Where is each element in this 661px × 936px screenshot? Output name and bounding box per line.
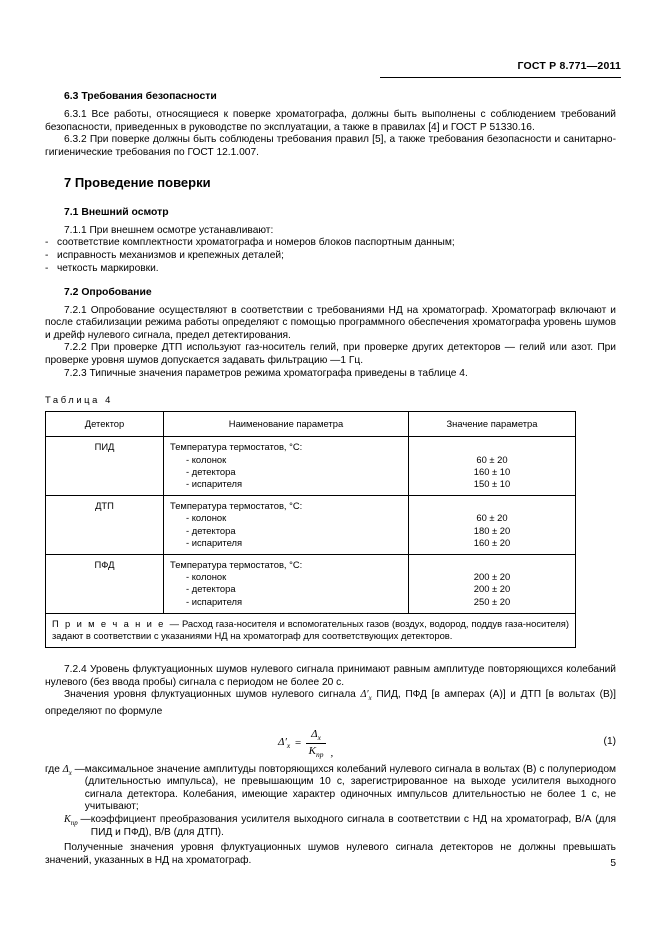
- document-body: [45, 90, 616, 867]
- value-item: 60 ± 20: [476, 453, 508, 465]
- value-item: 160 ± 20: [473, 536, 511, 548]
- dash-bullet: -: [45, 250, 49, 262]
- formula-expression: [278, 728, 333, 759]
- symbol-delta-prime-x: $\Delta'_x$: [360, 689, 372, 703]
- dash-bullet: -: [45, 237, 49, 249]
- intro-text-part2: ПИД, ПФД [в амперах (А)] и ДТП [в вольтах (В)] определяют по формуле: [45, 689, 616, 718]
- table-row: [46, 437, 576, 496]
- where-dash: —: [77, 814, 91, 825]
- symbol-k-pr: $K_{пр}$: [64, 814, 78, 828]
- parameter-sub-item: - испарителя: [186, 477, 243, 489]
- paragraph-7-2-3: 7.2.3 Типичные значения параметров режима хроматографа приведены в таблице 4.: [64, 367, 468, 379]
- note-label: П р и м е ч а н и е: [52, 617, 170, 629]
- parameter-title: Температура термостатов, °C:: [170, 559, 303, 570]
- value-item: 60 ± 20: [476, 512, 508, 524]
- column-header-parameter-name: Наименование параметра: [164, 412, 409, 437]
- value-item: 200 ± 20: [473, 583, 511, 595]
- cell-value: [409, 437, 576, 496]
- paragraph-7-2-4: 7.2.4 Уровень флуктуационных шумов нулевого сигнала принимают равным амплитуде повторяющихся колебаний нулевого (без ввода пробы) сигнала с периодом не более 20 с.: [45, 664, 616, 688]
- cell-parameter: [164, 496, 409, 555]
- cell-value: [409, 555, 576, 614]
- heading-visual-inspection: 7.1 Внешний осмотр: [64, 206, 169, 218]
- where-keyword: где: [45, 763, 63, 775]
- paragraph-7-1-1: 7.1.1 При внешнем осмотре устанавливают:: [64, 224, 274, 236]
- table-caption: Таблица 4: [45, 394, 113, 406]
- formula-number: (1): [603, 735, 616, 747]
- table-note: [46, 613, 576, 647]
- heading-testing: 7.2 Опробование: [64, 286, 152, 298]
- parameter-title: Температура термостатов, °C:: [170, 441, 303, 453]
- parameter-sub-item: - детектора: [186, 465, 236, 477]
- header-rule: [380, 77, 621, 78]
- formula-fraction: [306, 728, 327, 759]
- heading-safety: 6.3 Требования безопасности: [64, 91, 217, 102]
- parameter-sub-item: - колонок: [186, 571, 227, 583]
- where-definition-delta: максимальное значение амплитуды повторяющихся колебаний нулевого сигнала в вольтах (В) с полупериодом (длительностью импульса), не превышающим 10 с, зарегистрированное на выходе усилителя выходного сигнала детектора. Колебания, имеющие характер одиночных импульсов длительностью не более 1 с, не учитывают;: [84, 763, 616, 813]
- list-item-label: исправность механизмов и крепежных деталей;: [57, 250, 284, 262]
- standard-number: ГОСТ Р 8.771—2011: [517, 60, 621, 72]
- visual-inspection-list: [45, 237, 616, 275]
- list-item: [45, 237, 616, 250]
- where-lead-delta: [45, 764, 85, 781]
- value-item: 250 ± 20: [473, 595, 511, 607]
- value-item: 200 ± 20: [473, 571, 511, 583]
- parameter-sub-item: - детектора: [186, 524, 236, 536]
- where-definition-kpr: коэффициент преобразования усилителя выходного сигнала в соответствии с НД на хроматограф, В/А (для ПИД и ПФД), В/В (для ДТП).: [90, 814, 616, 838]
- parameter-sub-item: - детектора: [186, 583, 236, 595]
- column-header-detector: Детектор: [46, 412, 164, 437]
- paragraph-final: Полученные значения уровня флуктуационных шумов нулевого сигнала детекторов не должны превышать значений, указанных в НД на хроматограф.: [45, 842, 616, 866]
- page-number: 5: [610, 858, 616, 869]
- table-row: [46, 496, 576, 555]
- where-dash: —: [71, 763, 85, 775]
- cell-detector: ПИД: [46, 437, 164, 496]
- where-item-kpr: [45, 814, 616, 839]
- formula-block: [45, 728, 616, 762]
- paragraph-7-2-1: 7.2.1 Опробование осуществляют в соответствии с требованиями НД на хроматограф. Хроматограф включают и после стабилизации режима работы определяют с помощью программного обеспечения хроматографа уровень шумов и дрейф нулевого сигнала, предел детектирования.: [45, 304, 616, 341]
- cell-parameter: [164, 555, 409, 614]
- formula-numerator: $\Delta_x$: [311, 727, 321, 742]
- list-item: [45, 263, 616, 276]
- paragraph-6-3-2: 6.3.2 При поверке должны быть соблюдены требования правил [5], а также требования безопасности и санитарно-гигиенические требования по ГОСТ 12.1.007.: [45, 134, 616, 158]
- value-item: 150 ± 10: [473, 477, 511, 489]
- cell-detector: ДТП: [46, 496, 164, 555]
- column-header-parameter-value: Значение параметра: [409, 412, 576, 437]
- parameter-title: Температура термостатов, °C:: [170, 500, 303, 512]
- where-lead-kpr: [64, 814, 91, 831]
- parameter-sub-item: - испарителя: [186, 595, 243, 607]
- list-item-label: четкость маркировки.: [57, 262, 159, 274]
- note-text: — Расход газа-носителя и вспомогательных газов (воздух, водород, поддув газа-носителя) задают в соответствии с указаниями НД на хроматограф для соответствующих детекторов.: [52, 617, 570, 642]
- paragraph-6-3-1: 6.3.1 Все работы, относящиеся к поверке хроматографа, должны быть выполнены с соблюдением требований безопасности, приведенных в руководстве по эксплуатации, а также в правилах [4] и ГОСТ Р 51330.16.: [45, 109, 616, 133]
- formula-comma: ,: [330, 747, 334, 759]
- table-note-row: [46, 613, 576, 647]
- value-item: 160 ± 10: [473, 465, 511, 477]
- parameters-table: [45, 411, 576, 648]
- intro-text-part1: Значения уровня флуктуационных шумов нулевого сигнала: [64, 689, 361, 701]
- running-header: [0, 60, 621, 72]
- dash-bullet: -: [45, 262, 49, 274]
- table-row: [46, 555, 576, 614]
- paragraph-7-2-4-formula-intro: [45, 689, 616, 718]
- list-item-label: соответствие комплектности хроматографа и номеров блоков паспортным данным;: [57, 237, 455, 249]
- parameter-sub-item: - колонок: [186, 512, 227, 524]
- cell-detector: ПФД: [46, 555, 164, 614]
- formula-lhs: $\Delta'_x$: [278, 736, 291, 751]
- parameter-sub-item: - колонок: [186, 453, 227, 465]
- paragraph-7-2-2: 7.2.2 При проверке ДТП используют газ-носитель гелий, при проверке других детекторов — гелий или азот. При проверке уровня шумов допускается задавать фильтрацию —1 Гц.: [45, 342, 616, 366]
- formula-equals: =: [294, 737, 302, 750]
- list-item: [45, 250, 616, 263]
- cell-parameter: [164, 437, 409, 496]
- cell-value: [409, 496, 576, 555]
- heading-section-7: 7 Проведение поверки: [64, 175, 211, 191]
- table-header-row: [46, 412, 576, 437]
- where-item-delta: [45, 764, 616, 814]
- formula-denominator: $K_{пр}$: [308, 744, 324, 759]
- parameter-sub-item: - испарителя: [186, 536, 243, 548]
- where-block: [45, 764, 616, 840]
- symbol-delta-x: $\Delta_x$: [62, 763, 72, 777]
- value-item: 180 ± 20: [473, 524, 511, 536]
